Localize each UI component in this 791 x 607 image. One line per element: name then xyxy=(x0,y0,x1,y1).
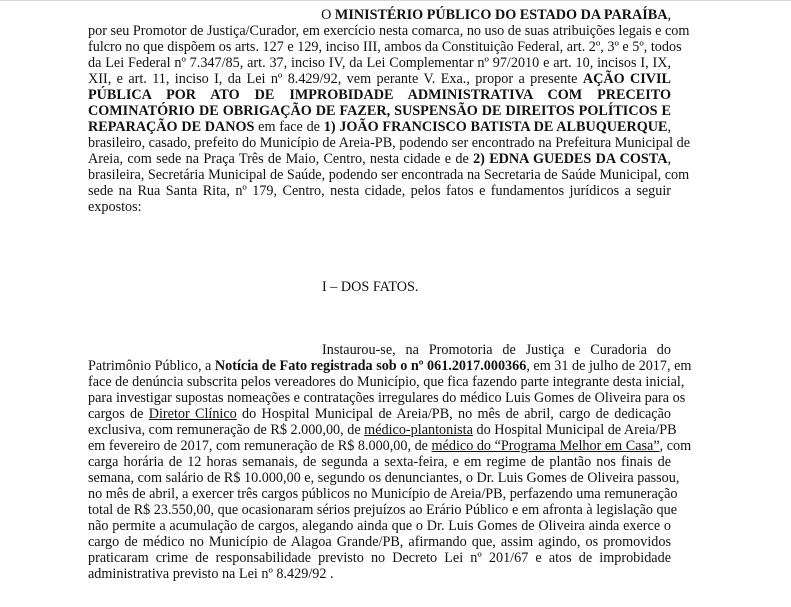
cargo-programa-melhor-em-casa: médico do “Programa Melhor em Casa” xyxy=(431,438,660,454)
opening-line-2: por seu Promotor de Justiça/Curador, em exercício nesta comarca, no uso de suas atribuições legais e com xyxy=(88,23,690,39)
facts-line-6-end: do Hospital Municipal de Areia/PB xyxy=(476,422,677,438)
opening-line-5 xyxy=(88,71,671,87)
defendant-1-comma: , xyxy=(667,119,671,135)
facts-line-2-end: , em 31 de julho de 2017, em xyxy=(526,358,692,374)
cargo-diretor-clinico: Diretor Clínico xyxy=(148,406,237,422)
section-heading: I – DOS FATOS. xyxy=(322,279,419,295)
facts-line-14: praticaram crime de responsabilidade previsto no Decreto Lei nº 201/67 e atos de improbidade xyxy=(88,550,671,566)
defendant-1-name: 1) JOÃO FRANCISCO BATISTA DE ALBUQUERQUE xyxy=(323,119,668,135)
facts-line-5-end: do Hospital Municipal de Areia/PB, no mês de abril, cargo de dedicação xyxy=(242,406,671,422)
opening-line-3: fulcro no que dispõem os arts. 127 e 129, inciso III, ambos da Constituição Federal, art. 2º, 3º e 5º, todos xyxy=(88,39,682,55)
facts-line-5-start: cargos de xyxy=(88,406,144,422)
opening-line-7 xyxy=(88,103,671,119)
facts-line-5 xyxy=(88,406,671,422)
opening-line-4: da Lei Federal nº 7.347/85, art. 37, inciso IV, da Lei Complementar nº 97/2010 e art. 10, incisos I, IX, xyxy=(88,55,671,71)
opening-line-5-text: XII, e art. 11, inciso I, da Lei nº 8.429/92, vem perante V. Exa., propor a presente xyxy=(88,71,578,87)
facts-line-2-start: Patrimônio Público, a xyxy=(88,358,212,374)
cargo-medico-plantonista: médico-plantonista xyxy=(364,422,473,438)
defendant-2-comma: , xyxy=(667,151,672,167)
defendant-2-name: 2) EDNA GUEDES DA COSTA xyxy=(473,151,668,167)
facts-line-15: administrativa previsto na Lei nº 8.429/92 . xyxy=(88,566,334,582)
facts-line-10: no mês de abril, a exercer três cargos públicos no Município de Areia/PB, perfazendo uma remuneração xyxy=(88,486,678,502)
action-title-part-3: COMINATÓRIO DE OBRIGAÇÃO DE FAZER, SUSPENSÃO DE DIREITOS POLÍTICOS E xyxy=(88,103,671,119)
em-face-de: em face de xyxy=(258,119,320,135)
opening-line-6 xyxy=(88,87,671,103)
facts-line-11: total de R$ 23.550,00, que ocasionaram sérios prejuízos ao Erário Público e em afronta à legislação que xyxy=(88,502,677,518)
facts-line-8: carga horária de 12 horas semanais, de segunda a sexta-feira, e em regime de plantão nos finais de xyxy=(88,454,671,470)
facts-line-13: cargo de médico no Município de Alagoa Grande/PB, afirmando que, assim agindo, os promovidos xyxy=(88,534,671,550)
top-border xyxy=(0,0,791,1)
opening-line-1 xyxy=(88,7,671,23)
action-title-part-1: AÇÃO CIVIL xyxy=(582,71,671,87)
facts-line-6 xyxy=(88,422,677,438)
ministerio-name: MINISTÉRIO PÚBLICO DO ESTADO DA PARAÍBA xyxy=(334,7,668,23)
facts-line-7 xyxy=(88,438,692,454)
action-title-part-2: PÚBLICA POR ATO DE IMPROBIDADE ADMINISTRATIVA COM PRECEITO xyxy=(88,87,671,103)
facts-line-4: para investigar supostas nomeações e contratações irregulares do médico Luis Gomes de Oliveira para os xyxy=(88,390,686,406)
action-title-part-4: REPARAÇÃO DE DANOS xyxy=(88,119,255,135)
opening-prefix: O xyxy=(321,7,332,23)
opening-line-9: brasileiro, casado, prefeito do Município de Areia-PB, podendo ser encontrado na Prefeitura Municipal de xyxy=(88,135,690,151)
facts-line-7-start: em fevereiro de 2017, com remuneração de R$ 8.000,00, de xyxy=(88,438,428,454)
opening-line-8 xyxy=(88,119,671,135)
opening-line-13: expostos: xyxy=(88,199,142,215)
facts-line-9: semana, com salário de R$ 10.000,00 e, segundo os denunciantes, o Dr. Luis Gomes de Oliveira passou, xyxy=(88,470,680,486)
facts-line-3: face de denúncia subscrita pelos vereadores do Município, que fica fazendo parte integrante desta inicial, xyxy=(88,374,685,390)
facts-line-7-end: , com xyxy=(659,438,692,454)
opening-line-10-text: Areia, com sede na Praça Três de Maio, Centro, nesta cidade e de xyxy=(88,151,469,167)
opening-line-12: sede na Rua Santa Rita, nº 179, Centro, nesta cidade, pelos fatos e fundamentos jurídicos a seguir xyxy=(88,183,671,199)
facts-line-2 xyxy=(88,358,692,374)
opening-line-11: brasileira, Secretária Municipal de Saúde, podendo ser encontrada na Secretaria de Saúde Municipal, com xyxy=(88,167,690,183)
facts-line-1: Instaurou-se, na Promotoria de Justiça e Curadoria do xyxy=(322,342,671,358)
noticia-de-fato: Notícia de Fato registrada sob o nº 061.2017.000366 xyxy=(214,358,527,374)
opening-line-10 xyxy=(88,151,671,167)
facts-line-6-start: exclusiva, com remuneração de R$ 2.000,00, de xyxy=(88,422,361,438)
opening-comma: , xyxy=(667,7,671,23)
facts-line-12: não permite a acumulação de cargos, alegando ainda que o Dr. Luis Gomes de Oliveira ainda exerce o xyxy=(88,518,671,534)
